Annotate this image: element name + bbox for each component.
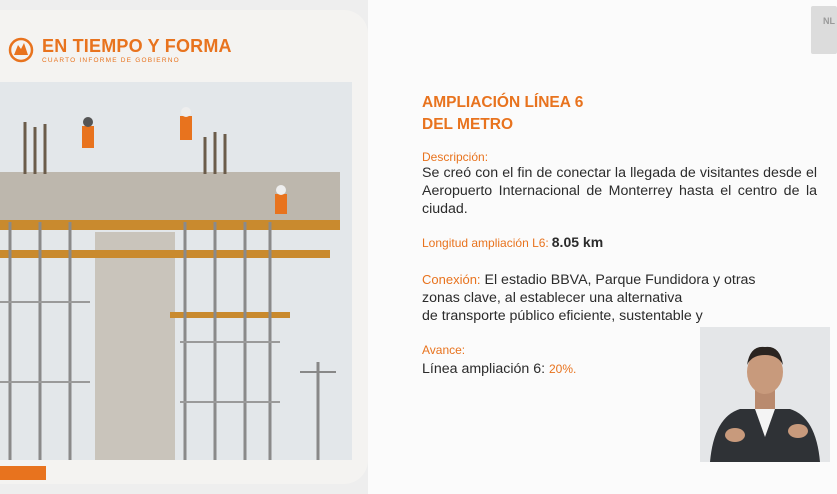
avance-label: Avance: xyxy=(422,343,466,357)
header-subtitle: CUARTO INFORME DE GOBIERNO xyxy=(42,56,180,64)
badge-text: NL xyxy=(823,16,835,26)
longitud-value: 8.05 km xyxy=(551,234,604,250)
slide-title: AMPLIACIÓN LÍNEA 6 DEL METRO xyxy=(422,94,584,133)
left-panel xyxy=(0,10,368,484)
header-title: EN TIEMPO Y FORMA xyxy=(42,35,232,56)
state-badge xyxy=(811,6,837,54)
sign-language-interpreter xyxy=(700,327,830,462)
descripcion-text: Se creó con el fin de conectar la llegada de visitantes desde el Aeropuerto Internacional de Monterrey hasta el centro de la ciudad. xyxy=(422,165,817,217)
lion-logo-icon xyxy=(8,37,34,63)
conexion-line3: de transporte público eficiente, sustentable y xyxy=(422,308,703,324)
longitud-label: Longitud ampliación L6: xyxy=(422,236,549,250)
avance-value: 20%. xyxy=(549,362,577,376)
descripcion-label: Descripción: xyxy=(422,150,489,164)
conexion-label: Conexión: xyxy=(422,272,481,287)
accent-bar xyxy=(0,466,46,480)
construction-photo xyxy=(0,82,352,460)
avance-text: Línea ampliación 6: xyxy=(422,361,546,377)
conexion-line2: zonas clave, al establecer una alternativa xyxy=(422,290,683,306)
longitud-row xyxy=(422,234,603,252)
header xyxy=(8,32,232,68)
conexion-block xyxy=(422,271,817,325)
avance-row xyxy=(422,360,576,378)
conexion-line1: El estadio BBVA, Parque Fundidora y otras xyxy=(484,272,756,288)
